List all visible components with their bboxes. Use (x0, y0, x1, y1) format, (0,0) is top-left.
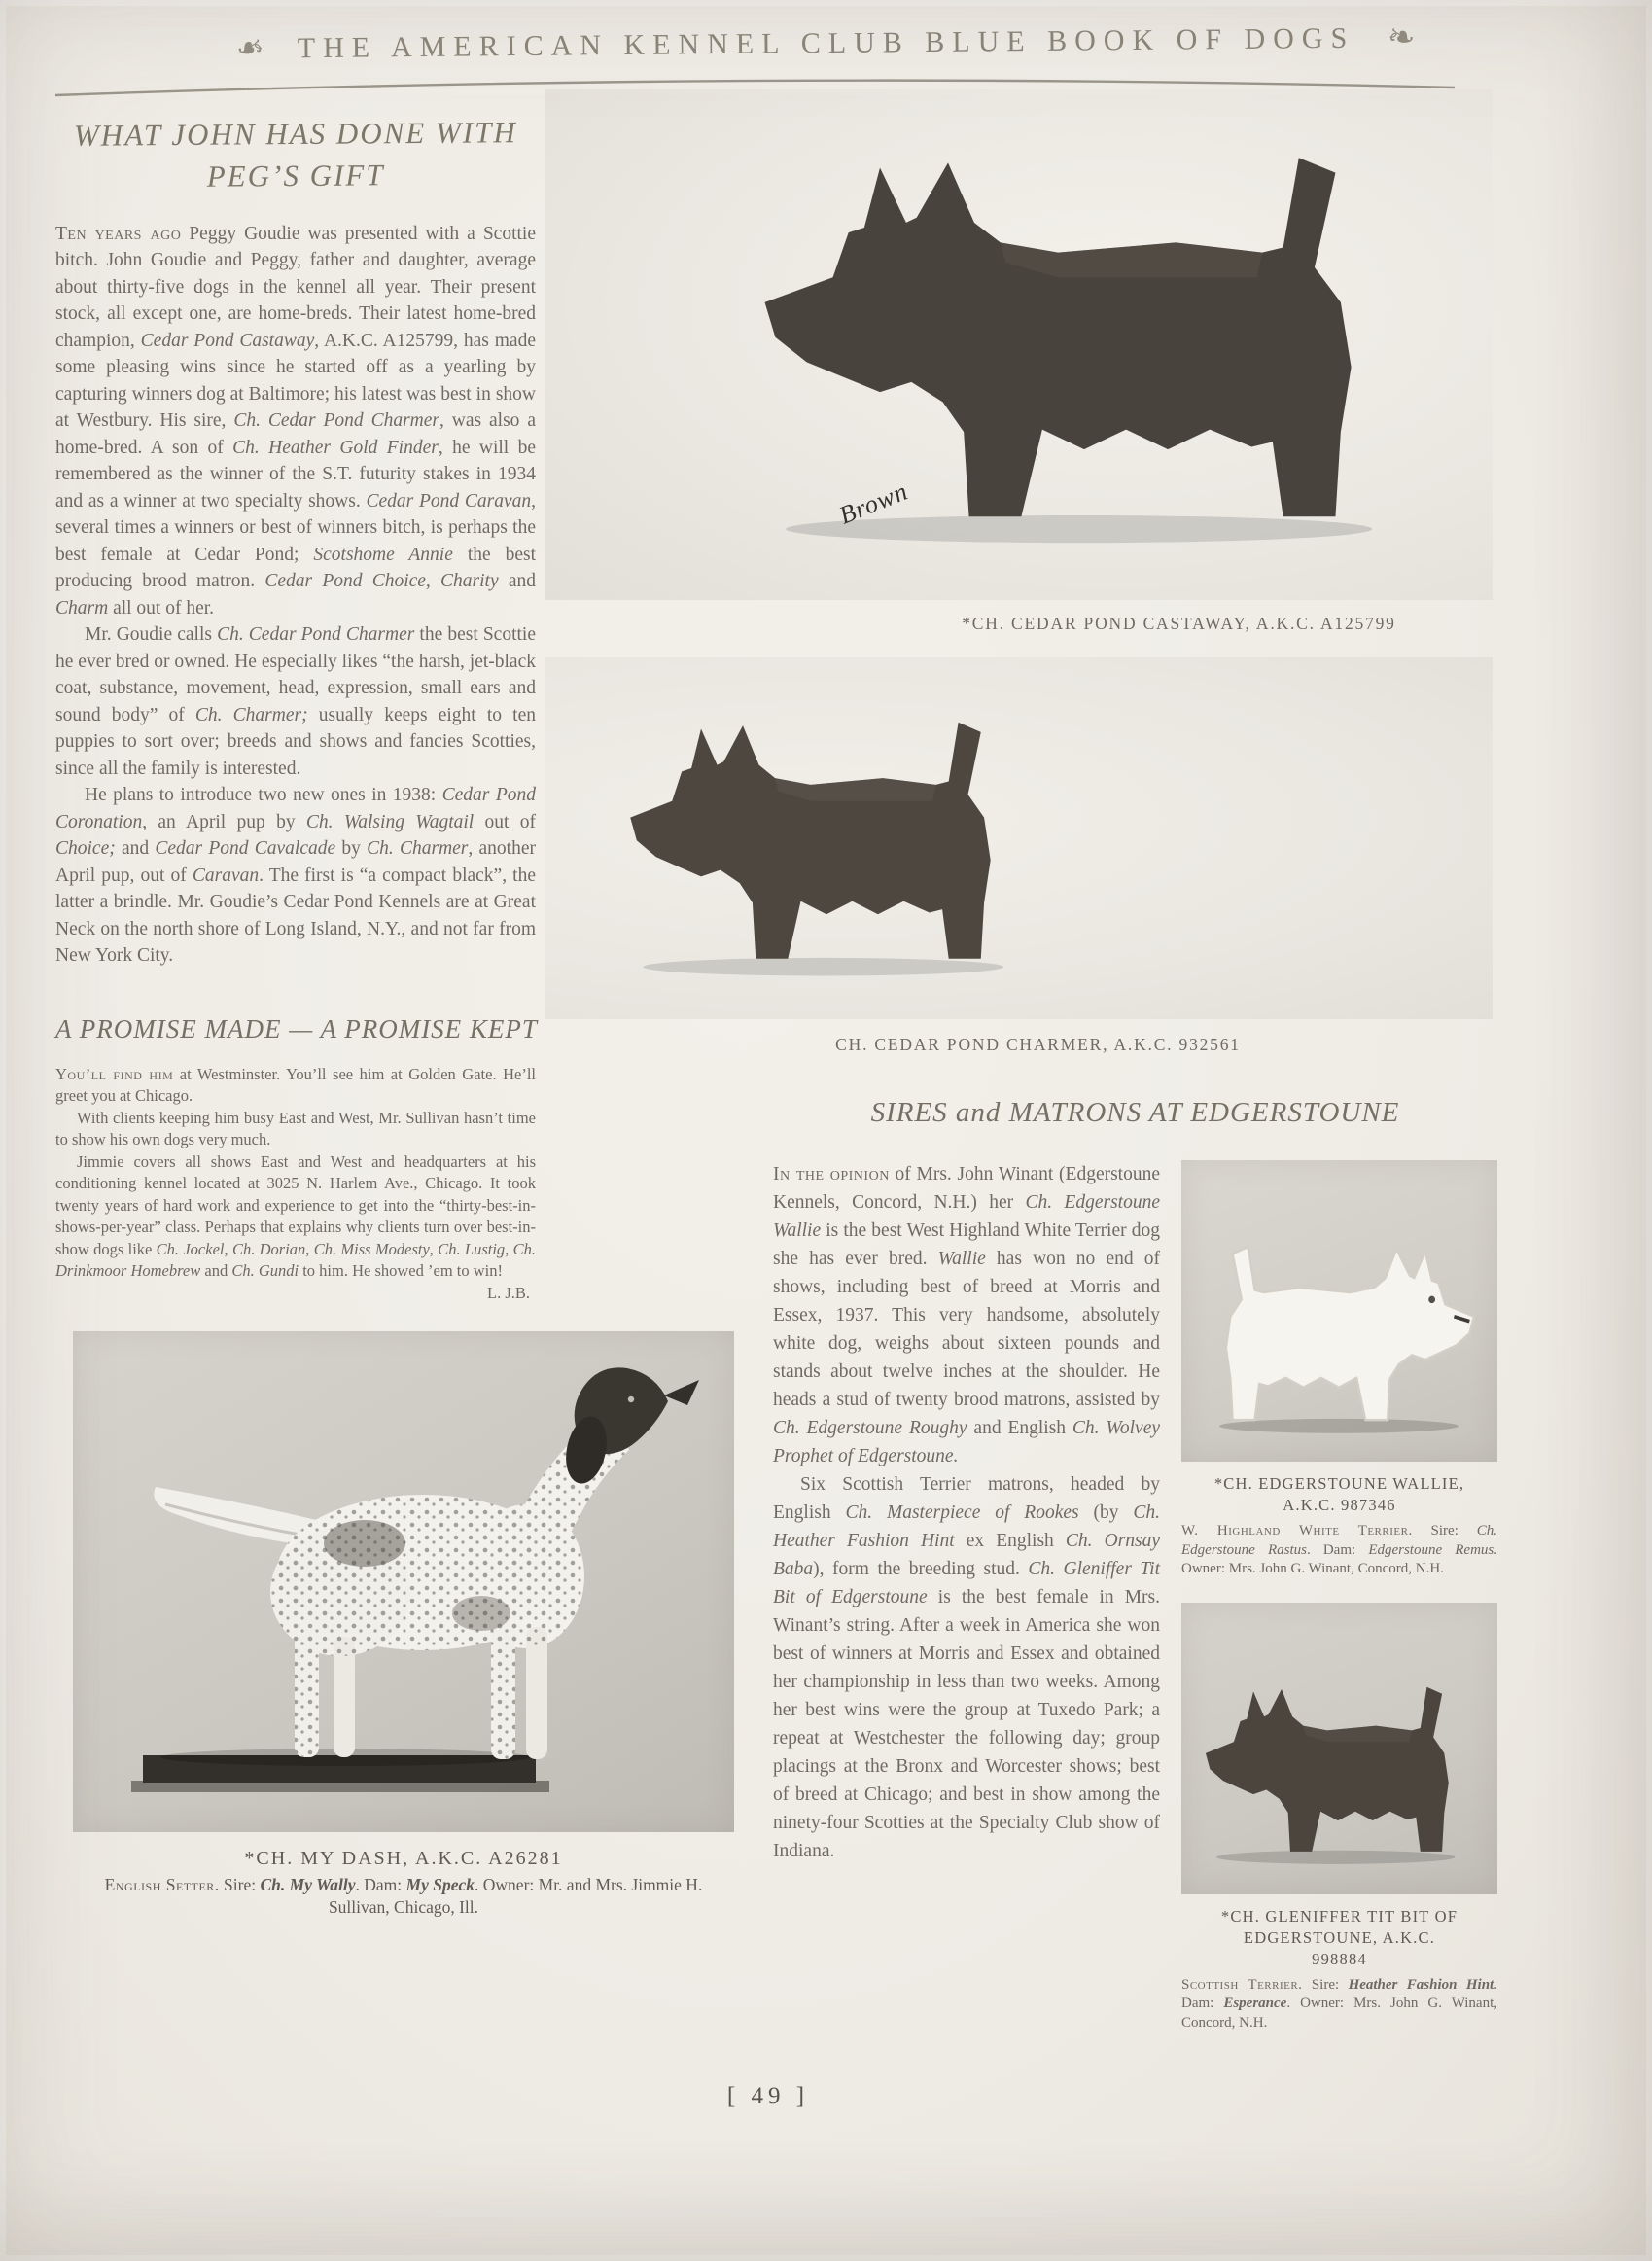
scottish-terrier-photo-castaway (545, 89, 1493, 600)
photo-caption-charmer: CH. CEDAR POND CHARMER, A.K.C. 932561 (835, 1035, 1241, 1054)
article-title-promise: A PROMISE MADE — A PROMISE KEPT (55, 1013, 538, 1043)
article-title-edgerstoune: SIRES and MATRONS AT EDGERSTOUNE (870, 1097, 1400, 1128)
paragraph: You’ll find him at Westminster. You’ll see him at Golden Gate. He’ll greet you at Chicago. (55, 1064, 536, 1106)
paragraph: Ten years ago Peggy Goudie was presented with a Scottie bitch. John Goudie and Peggy, father and daughter, average about thirty-five dogs in the kennel all year. Their present stock, all except one, are home-breds. Their latest home-bred champion, Cedar Pond Castaway, A.K.C. A125799, has made some pleasing wins since he started off as a yearling by capturing winners dog at Baltimore; his latest was best in show at Westbury. His sire, Ch. Cedar Pond Charmer, was also a home-bred. A son of Ch. Heather Gold Finder, he will be remembered as the winner of the S.T. futurity stakes in 1934 and as a winner at two specialty shows. Cedar Pond Caravan, several times a winners or best of winners bitch, is perhaps the best female at Cedar Pond; Scotshome Annie the best producing brood matron. Cedar Pond Choice, Charity and Charm all out of her. (55, 223, 537, 618)
paragraph: With clients keeping him busy East and West, Mr. Sullivan hasn’t time to show his own dogs very much. (55, 1108, 536, 1149)
article-body-promise (55, 1064, 536, 1304)
page-header (0, 19, 1652, 68)
english-setter-photo (73, 1331, 734, 1832)
caption-line: EDGERSTOUNE, A.K.C. (1243, 1927, 1436, 1947)
article-title-line2: PEG’S GIFT (206, 158, 385, 194)
right-column-top (545, 89, 1493, 1055)
caption-line: *CH. GLENIFFER TIT BIT OF (1220, 1906, 1459, 1925)
fern-sprig-icon: ❧ (1385, 18, 1419, 58)
photo-caption-gleniffer-detail: Scottish Terrier. Sire: Heather Fashion Hint. Dam: Esperance. Owner: Mrs. John G. Winant, Concord, N.H. (1181, 1976, 1497, 2031)
scottish-terrier-illustration (744, 148, 1424, 547)
caption-line: *CH. EDGERSTOUNE WALLIE, (1213, 1474, 1465, 1493)
scottish-terrier-illustration (617, 716, 1036, 978)
byline: L. J.B. (486, 1283, 530, 1302)
photo-caption-castaway: *CH. CEDAR POND CASTAWAY, A.K.C. A125799 (962, 614, 1396, 633)
west-highland-white-terrier-illustration (1195, 1242, 1483, 1434)
photo-caption-my-dash: *CH. MY DASH, A.K.C. A26281 (244, 1847, 563, 1869)
paragraph: Jimmie covers all shows East and West and headquarters at his conditioning kennel located at 3025 N. Harlem Ave., Chicago. It took twenty years of hard work and experience to get into the “thirty-best-in-shows-per-year” class. Perhaps that explains why clients turn over best-in-show dogs like Ch. Jockel, Ch. Dorian, Ch. Miss Modesty, Ch. Lustig, Ch. Drinkmoor Homebrew and Ch. Gundi to him. He showed ’em to win! (55, 1151, 537, 1281)
edgerstoune-section (773, 1097, 1497, 2032)
photo-caption-wallie (1181, 1473, 1497, 1516)
photo-caption-my-dash-detail: English Setter. Sire: Ch. My Wally. Dam: My Speck. Owner: Mr. and Mrs. Jimmie H. Sullivan, Chicago, Ill. (104, 1874, 703, 1917)
scottish-terrier-photo-charmer (545, 657, 1493, 1019)
page-number: [ 49 ] (726, 2083, 810, 2109)
photographer-signature: Brown (835, 477, 913, 530)
fern-sprig-icon: ❧ (233, 28, 267, 69)
scottish-terrier-photo-gleniffer (1181, 1603, 1497, 1894)
article-body-peggs-gift (55, 221, 536, 970)
west-highland-white-terrier-photo (1181, 1160, 1497, 1462)
caption-line: 998884 (1312, 1949, 1367, 1968)
paragraph: In the opinion of Mrs. John Winant (Edgerstoune Kennels, Concord, N.H.) her Ch. Edgerstoune Wallie is the best West Highland White Terrier dog she has ever bred. Wallie has won no end of shows, including best of breed at Morris and Essex, 1937. This very handsome, absolutely white dog, weighs about sixteen pounds and stands about twelve inches at the shoulder. He heads a stud of twenty brood matrons, assisted by Ch. Edgerstoune Roughy and English Ch. Wolvey Prophet of Edgerstoune. (773, 1164, 1161, 1466)
paragraph: Mr. Goudie calls Ch. Cedar Pond Charmer the best Scottie he ever bred or owned. He especially likes “the harsh, jet-black coat, substance, movement, head, expression, small ears and sound body” of Ch. Charmer; usually keeps eight to ten puppies to sort over; breeds and shows and fancies Scotties, since all the family is interested. (55, 624, 536, 779)
paragraph: He plans to introduce two new ones in 1938: Cedar Pond Coronation, an April pup by Ch. Walsing Wagtail out of Choice; and Cedar Pond Cavalcade by Ch. Charmer, another April pup, out of Caravan. The first is “a compact black”, the latter a brindle. Mr. Goudie’s Cedar Pond Kennels are at Great Neck on the north shore of Long Island, N.Y., and not far from New York City. (55, 785, 537, 967)
paragraph: Six Scottish Terrier matrons, headed by English Ch. Masterpiece of Rookes (by Ch. Heather Fashion Hint ex English Ch. Ornsay Baba), form the breeding stud. Ch. Gleniffer Tit Bit of Edgerstoune is the best female in Mrs. Winant’s string. After a week in America she won best of winners at Morris and Essex and obtained her championship in less than two weeks. Among her best wins were the group at Tuxedo Park; a repeat at Westchester the following day; group placings at the Bronx and Worcester shows; best of breed at Chicago; and best in show among the ninety-four Scotties at the Specialty Club show of Indiana. (773, 1474, 1161, 1861)
left-column (55, 113, 703, 1919)
photo-caption-gleniffer (1181, 1906, 1497, 1970)
scottish-terrier-illustration (1197, 1682, 1479, 1865)
article-body-edgerstoune (773, 1160, 1160, 2032)
book-title: THE AMERICAN KENNEL CLUB BLUE BOOK OF DOGS (297, 21, 1355, 65)
article-title-line1: WHAT JOHN HAS DONE WITH (73, 115, 517, 153)
caption-line: A.K.C. 987346 (1283, 1496, 1396, 1514)
photo-caption-wallie-detail: W. Highland White Terrier. Sire: Ch. Edgerstoune Rastus. Dam: Edgerstoune Remus. Owner: Mrs. John G. Winant, Concord, N.H. (1181, 1523, 1498, 1576)
edgerstoune-photo-column (1181, 1160, 1497, 2032)
english-setter-illustration (73, 1331, 734, 1832)
article-title-peggs-gift (55, 111, 537, 199)
